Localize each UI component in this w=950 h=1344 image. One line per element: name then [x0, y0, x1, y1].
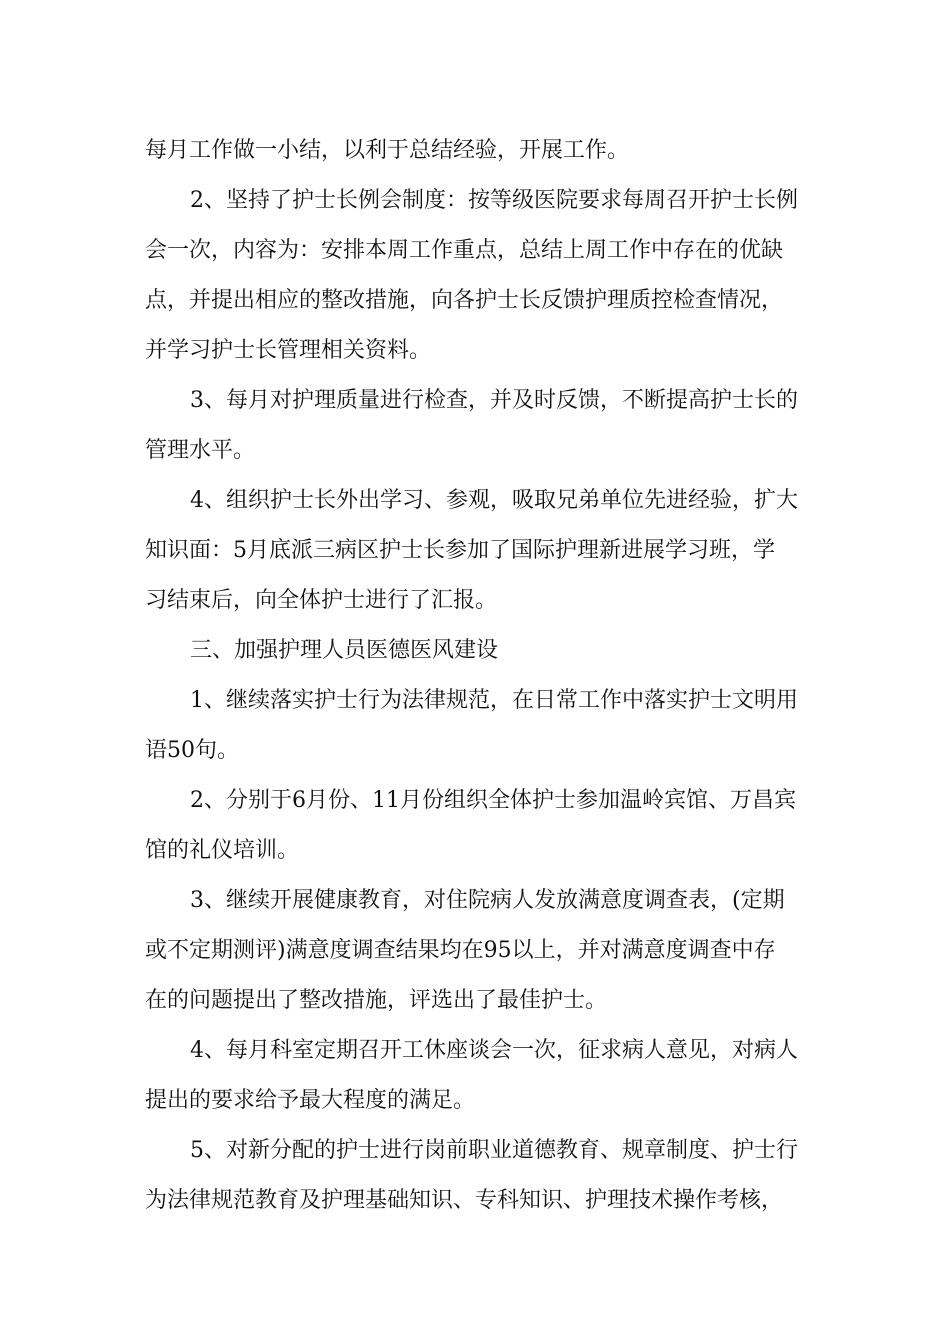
- text-line: 3、每月对护理质量进行检查，并及时反馈，不断提高护士长的: [190, 388, 798, 413]
- section-heading: 三、加强护理人员医德医风建设: [190, 638, 499, 663]
- text-line: 习结束后，向全体护士进行了汇报。: [145, 588, 498, 613]
- text-line: 知识面：5月底派三病区护士长参加了国际护理新进展学习班，学: [145, 538, 775, 563]
- text-line: 4、每月科室定期召开工休座谈会一次，征求病人意见，对病人: [190, 1038, 798, 1063]
- text-line: 语50句。: [145, 738, 239, 763]
- text-line: 1、继续落实护士行为法律规范，在日常工作中落实护士文明用: [190, 688, 798, 713]
- text-line: 会一次，内容为：安排本周工作重点，总结上周工作中存在的优缺: [145, 238, 784, 263]
- text-line: 管理水平。: [145, 438, 256, 463]
- text-line: 在的问题提出了整改措施，评选出了最佳护士。: [145, 988, 608, 1013]
- text-line: 2、分别于6月份、11月份组织全体护士参加温岭宾馆、万昌宾: [190, 788, 796, 813]
- text-line: 并学习护士长管理相关资料。: [145, 338, 432, 363]
- text-line: 或不定期测评)满意度调查结果均在95以上，并对满意度调查中存: [145, 938, 776, 963]
- text-line: 提出的要求给予最大程度的满足。: [145, 1088, 476, 1113]
- text-line: 5、对新分配的护士进行岗前职业道德教育、规章制度、护士行: [190, 1138, 798, 1163]
- text-line: 3、继续开展健康教育，对住院病人发放满意度调查表，(定期: [190, 888, 785, 913]
- text-line: 馆的礼仪培训。: [145, 838, 300, 863]
- text-line: 2、坚持了护士长例会制度：按等级医院要求每周召开护士长例: [190, 188, 798, 213]
- text-line: 点，并提出相应的整改措施，向各护士长反馈护理质控检查情况，: [145, 288, 784, 313]
- text-line: 为法律规范教育及护理基础知识、专科知识、护理技术操作考核，: [145, 1188, 784, 1213]
- text-line: 4、组织护士长外出学习、参观，吸取兄弟单位先进经验，扩大: [190, 488, 798, 513]
- text-line: 每月工作做一小结，以利于总结经验，开展工作。: [145, 138, 630, 163]
